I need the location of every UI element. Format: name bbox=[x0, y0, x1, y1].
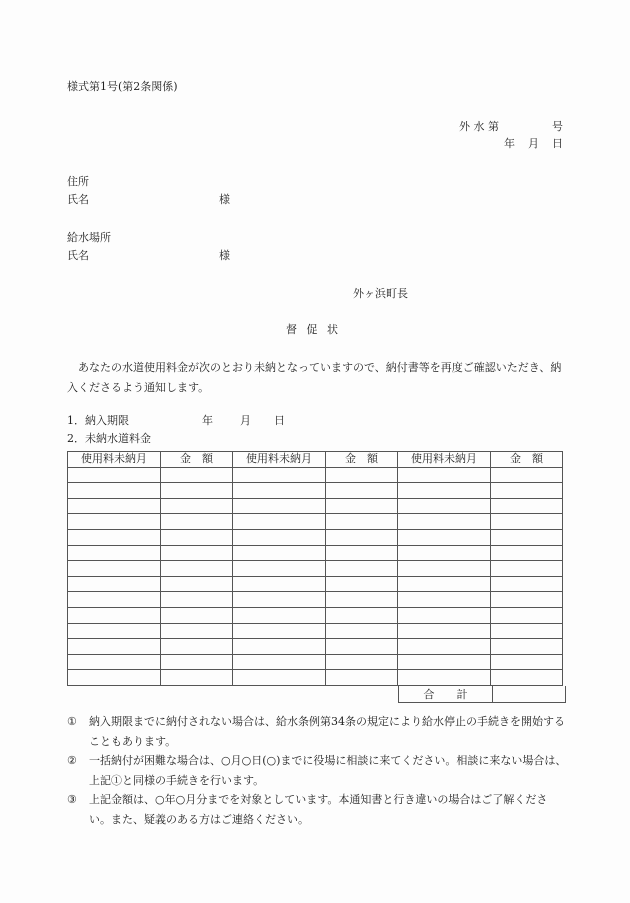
doc-date-month: 月 bbox=[528, 137, 539, 150]
supply-place-label: 給水場所 bbox=[67, 231, 111, 244]
amount-cell bbox=[326, 670, 398, 686]
unpaid-month-cell bbox=[68, 576, 161, 592]
table-row bbox=[68, 561, 563, 577]
amount-cell bbox=[326, 483, 398, 499]
unpaid-month-cell bbox=[233, 607, 326, 623]
amount-cell bbox=[161, 592, 233, 608]
amount-cell bbox=[161, 639, 233, 655]
unpaid-month-cell bbox=[68, 514, 161, 530]
table-row bbox=[68, 529, 563, 545]
unpaid-month-cell bbox=[68, 670, 161, 686]
doc-number-prefix: 外 水 第 bbox=[459, 120, 499, 133]
table-row bbox=[68, 592, 563, 608]
amount-cell bbox=[326, 592, 398, 608]
table-row bbox=[68, 607, 563, 623]
name-label: 氏名 bbox=[67, 193, 89, 206]
unpaid-month-cell bbox=[68, 607, 161, 623]
unpaid-month-cell bbox=[233, 576, 326, 592]
unpaid-month-cell bbox=[233, 467, 326, 483]
header-month-3: 使用料未納月 bbox=[398, 452, 491, 468]
unpaid-month-cell bbox=[398, 639, 491, 655]
table-row bbox=[68, 670, 563, 686]
header-amount-1: 金 額 bbox=[161, 452, 233, 468]
amount-cell bbox=[491, 529, 563, 545]
table-row bbox=[68, 639, 563, 655]
unpaid-month-cell bbox=[398, 514, 491, 530]
amount-cell bbox=[326, 467, 398, 483]
unpaid-month-cell bbox=[233, 498, 326, 514]
unpaid-fees-table bbox=[67, 451, 563, 686]
table-row bbox=[68, 514, 563, 530]
amount-cell bbox=[491, 576, 563, 592]
table-row bbox=[68, 654, 563, 670]
supply-name-label: 氏名 bbox=[67, 249, 89, 262]
due-date-day: 日 bbox=[274, 414, 285, 427]
table-row bbox=[68, 467, 563, 483]
amount-cell bbox=[161, 623, 233, 639]
table-row bbox=[68, 498, 563, 514]
amount-cell bbox=[491, 654, 563, 670]
unpaid-month-cell bbox=[398, 561, 491, 577]
total-amount-cell bbox=[493, 686, 566, 703]
note-3 bbox=[67, 790, 567, 829]
amount-cell bbox=[326, 561, 398, 577]
table-row bbox=[68, 623, 563, 639]
unpaid-month-cell bbox=[233, 623, 326, 639]
amount-cell bbox=[326, 654, 398, 670]
unpaid-fees-label: 2．未納水道料金 bbox=[67, 432, 151, 445]
note-1-text: 納入期限までに納付されない場合は、給水条例第34条の規定により給水停止の手続きを開始することもあります。 bbox=[89, 715, 565, 748]
unpaid-month-cell bbox=[68, 654, 161, 670]
table-row bbox=[68, 545, 563, 561]
amount-cell bbox=[326, 639, 398, 655]
form-label: 様式第1号(第2条関係) bbox=[67, 80, 178, 93]
amount-cell bbox=[491, 561, 563, 577]
unpaid-month-cell bbox=[233, 529, 326, 545]
note-3-text: 上記金額は、○年○月分までを対象としています。本通知書と行き違いの場合はご了解ください。また、疑義のある方はご連絡ください。 bbox=[89, 793, 548, 826]
amount-cell bbox=[491, 607, 563, 623]
unpaid-month-cell bbox=[233, 561, 326, 577]
unpaid-month-cell bbox=[68, 467, 161, 483]
unpaid-month-cell bbox=[68, 561, 161, 577]
amount-cell bbox=[161, 529, 233, 545]
unpaid-month-cell bbox=[398, 483, 491, 499]
unpaid-month-cell bbox=[68, 483, 161, 499]
amount-cell bbox=[161, 483, 233, 499]
amount-cell bbox=[491, 623, 563, 639]
unpaid-month-cell bbox=[398, 545, 491, 561]
table-row bbox=[68, 483, 563, 499]
note-1-number: ① bbox=[67, 715, 77, 728]
amount-cell bbox=[491, 514, 563, 530]
note-3-number: ③ bbox=[67, 793, 77, 806]
document-title: 督 促 状 bbox=[286, 323, 341, 336]
unpaid-month-cell bbox=[398, 654, 491, 670]
amount-cell bbox=[491, 467, 563, 483]
unpaid-month-cell bbox=[398, 529, 491, 545]
note-2 bbox=[67, 751, 567, 790]
amount-cell bbox=[491, 498, 563, 514]
amount-cell bbox=[326, 514, 398, 530]
table-row bbox=[68, 576, 563, 592]
header-amount-2: 金 額 bbox=[326, 452, 398, 468]
address-label: 住所 bbox=[67, 175, 89, 188]
supply-honorific: 様 bbox=[219, 249, 230, 262]
unpaid-month-cell bbox=[68, 623, 161, 639]
amount-cell bbox=[326, 576, 398, 592]
unpaid-month-cell bbox=[398, 592, 491, 608]
amount-cell bbox=[161, 576, 233, 592]
unpaid-month-cell bbox=[233, 639, 326, 655]
amount-cell bbox=[161, 654, 233, 670]
unpaid-month-cell bbox=[398, 623, 491, 639]
unpaid-month-cell bbox=[233, 592, 326, 608]
unpaid-month-cell bbox=[398, 498, 491, 514]
amount-cell bbox=[161, 514, 233, 530]
note-2-text: 一括納付が困難な場合は、○月○日(○)までに役場に相談に来てください。相談に来ない場合は、上記①と同様の手続きを行います。 bbox=[89, 754, 567, 787]
doc-number-suffix: 号 bbox=[552, 120, 563, 133]
amount-cell bbox=[161, 467, 233, 483]
total-row bbox=[399, 686, 566, 703]
note-1 bbox=[67, 712, 567, 751]
amount-cell bbox=[161, 607, 233, 623]
due-date-month: 月 bbox=[240, 414, 251, 427]
header-month-1: 使用料未納月 bbox=[68, 452, 161, 468]
unpaid-month-cell bbox=[68, 498, 161, 514]
unpaid-month-cell bbox=[398, 607, 491, 623]
amount-cell bbox=[491, 483, 563, 499]
unpaid-month-cell bbox=[233, 654, 326, 670]
amount-cell bbox=[491, 592, 563, 608]
header-month-2: 使用料未納月 bbox=[233, 452, 326, 468]
unpaid-month-cell bbox=[68, 639, 161, 655]
amount-cell bbox=[491, 545, 563, 561]
unpaid-month-cell bbox=[68, 592, 161, 608]
unpaid-month-cell bbox=[68, 529, 161, 545]
amount-cell bbox=[161, 561, 233, 577]
due-date-year: 年 bbox=[202, 414, 213, 427]
unpaid-month-cell bbox=[233, 545, 326, 561]
unpaid-month-cell bbox=[398, 467, 491, 483]
amount-cell bbox=[326, 498, 398, 514]
amount-cell bbox=[491, 639, 563, 655]
doc-date-day: 日 bbox=[552, 137, 563, 150]
intro-paragraph: あなたの水道使用料金が次のとおり未納となっていますので、納付書等を再度ご確認いただき、納入くださるよう通知します。 bbox=[67, 361, 562, 394]
honorific: 様 bbox=[219, 193, 230, 206]
unpaid-month-cell bbox=[233, 670, 326, 686]
amount-cell bbox=[491, 670, 563, 686]
amount-cell bbox=[161, 670, 233, 686]
amount-cell bbox=[326, 623, 398, 639]
total-label: 合 計 bbox=[399, 686, 493, 703]
header-amount-3: 金 額 bbox=[491, 452, 563, 468]
amount-cell bbox=[161, 545, 233, 561]
due-date-label: 1．納入期限 bbox=[67, 414, 129, 427]
amount-cell bbox=[326, 545, 398, 561]
unpaid-month-cell bbox=[233, 483, 326, 499]
unpaid-month-cell bbox=[398, 670, 491, 686]
table-header-row bbox=[68, 452, 563, 468]
doc-date-year: 年 bbox=[504, 137, 515, 150]
unpaid-month-cell bbox=[398, 576, 491, 592]
amount-cell bbox=[326, 607, 398, 623]
note-2-number: ② bbox=[67, 754, 77, 767]
amount-cell bbox=[161, 498, 233, 514]
unpaid-month-cell bbox=[233, 514, 326, 530]
sender: 外ヶ浜町長 bbox=[353, 287, 408, 300]
total-table bbox=[398, 686, 566, 703]
unpaid-month-cell bbox=[68, 545, 161, 561]
amount-cell bbox=[326, 529, 398, 545]
